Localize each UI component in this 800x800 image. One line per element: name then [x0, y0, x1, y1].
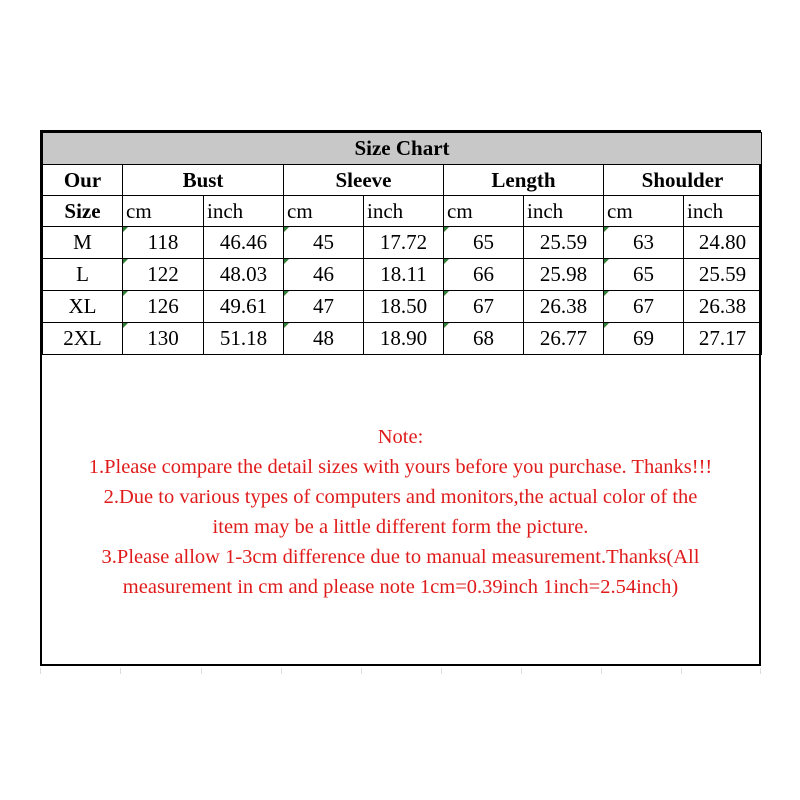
value-cell: 66 [444, 259, 524, 291]
value-cell: 18.50 [364, 291, 444, 323]
table-title: Size Chart [43, 133, 762, 165]
corner-header-top: Our [43, 165, 123, 196]
table-body [43, 227, 762, 355]
unit-header: inch [684, 196, 762, 227]
size-cell: XL [43, 291, 123, 323]
unit-header: inch [364, 196, 444, 227]
value-cell: 27.17 [684, 323, 762, 355]
unit-header-row [43, 196, 762, 227]
value-cell: 25.59 [524, 227, 604, 259]
value-cell: 130 [123, 323, 204, 355]
size-cell: M [43, 227, 123, 259]
value-cell: 51.18 [204, 323, 284, 355]
size-chart-sheet [40, 130, 761, 666]
value-cell: 63 [604, 227, 684, 259]
value-cell: 49.61 [204, 291, 284, 323]
value-cell: 67 [604, 291, 684, 323]
group-header-bust: Bust [123, 165, 284, 196]
size-cell: L [43, 259, 123, 291]
note-line: measurement in cm and please note 1cm=0.39inch 1inch=2.54inch) [122, 576, 679, 598]
value-cell: 24.80 [684, 227, 762, 259]
value-cell: 122 [123, 259, 204, 291]
group-header-sleeve: Sleeve [284, 165, 444, 196]
value-cell: 68 [444, 323, 524, 355]
unit-header: inch [524, 196, 604, 227]
value-cell: 47 [284, 291, 364, 323]
table-row [43, 259, 762, 291]
value-cell: 26.38 [524, 291, 604, 323]
note-line: 2.Due to various types of computers and monitors,the actual color of the [103, 486, 698, 508]
unit-header: cm [123, 196, 204, 227]
value-cell: 126 [123, 291, 204, 323]
value-cell: 46.46 [204, 227, 284, 259]
value-cell: 48 [284, 323, 364, 355]
value-cell: 65 [444, 227, 524, 259]
unit-header: cm [444, 196, 524, 227]
table-row [43, 291, 762, 323]
value-cell: 48.03 [204, 259, 284, 291]
group-header-length: Length [444, 165, 604, 196]
note-line: 3.Please allow 1-3cm difference due to manual measurement.Thanks(All [101, 546, 700, 568]
unit-header: cm [284, 196, 364, 227]
note-heading: Note: [377, 426, 424, 448]
unit-header: inch [204, 196, 284, 227]
value-cell: 17.72 [364, 227, 444, 259]
unit-header: cm [604, 196, 684, 227]
value-cell: 25.98 [524, 259, 604, 291]
group-header-row [43, 165, 762, 196]
gridline-ticks [40, 668, 761, 674]
title-row [43, 133, 762, 165]
size-table [42, 132, 762, 355]
value-cell: 67 [444, 291, 524, 323]
value-cell: 118 [123, 227, 204, 259]
notes-block [42, 422, 759, 602]
value-cell: 26.38 [684, 291, 762, 323]
value-cell: 25.59 [684, 259, 762, 291]
corner-header-bottom: Size [43, 196, 123, 227]
group-header-shoulder: Shoulder [604, 165, 762, 196]
table-row [43, 323, 762, 355]
note-line: 1.Please compare the detail sizes with yours before you purchase. Thanks!!! [88, 456, 713, 478]
value-cell: 46 [284, 259, 364, 291]
value-cell: 18.11 [364, 259, 444, 291]
value-cell: 26.77 [524, 323, 604, 355]
value-cell: 69 [604, 323, 684, 355]
value-cell: 45 [284, 227, 364, 259]
table-row [43, 227, 762, 259]
size-cell: 2XL [43, 323, 123, 355]
note-line: item may be a little different form the picture. [212, 516, 589, 538]
value-cell: 65 [604, 259, 684, 291]
value-cell: 18.90 [364, 323, 444, 355]
